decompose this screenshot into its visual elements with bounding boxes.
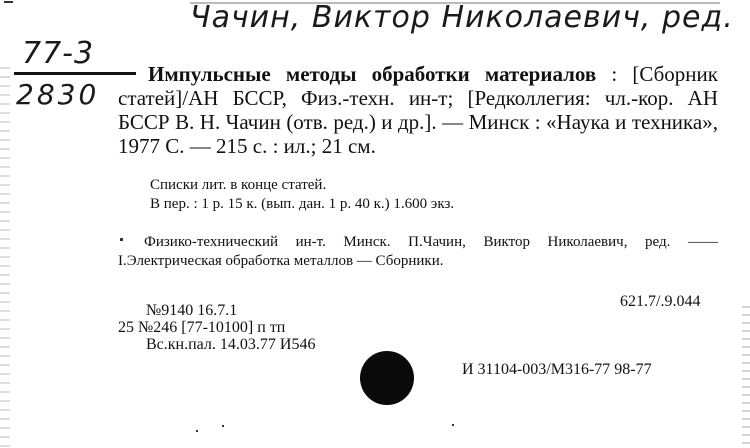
corner-mark	[4, 1, 13, 12]
accession-line-3: Вс.кн.пал. 14.03.77 И546	[146, 336, 316, 353]
ink-speck	[222, 425, 224, 427]
card-punch-hole	[360, 351, 414, 405]
udc-number: 621.7/.9.044	[620, 293, 701, 310]
notes-block	[150, 176, 454, 214]
entry-title: Импульсные методы обработки материалов	[148, 62, 597, 86]
accession-line-2: 25 №246 [77-10100] п тп	[118, 319, 286, 336]
card-edge-left	[0, 60, 10, 448]
entry-description: : [Сборник статей]/АН БССР, Физ.-техн. ин-т; [Редколлегия: чл.-кор. АН БССР В. Н. Чачин (отв. ред.) и др.]. — Минск : «Наука и техника», 1977 С. — 215 с. : ил.; 21 см.	[118, 62, 718, 158]
accession-block	[118, 302, 315, 353]
tracings-block	[118, 233, 718, 271]
bibliographic-entry	[118, 62, 718, 158]
isbn-line: И 31104-003/М316-77 98-77	[462, 361, 652, 378]
handwritten-shelf-number: 2830	[16, 78, 100, 111]
handwritten-heading: Чачин, Виктор Николаевич, ред.	[190, 0, 734, 35]
card-edge-right	[742, 300, 750, 448]
ink-speck	[452, 424, 454, 426]
bibliography-note: Списки лит. в конце статей.	[150, 177, 327, 193]
tracings-text: Физико-технический ин-т. Минск. П.Чачин, Виктор Николаевич, ред. ——I.Электрическая обработка металлов — Сборники.	[118, 234, 718, 269]
ink-speck	[120, 238, 123, 241]
ink-speck	[196, 430, 198, 432]
price-note: В пер. : 1 р. 15 к. (вып. дан. 1 р. 40 к.) 1.600 экз.	[150, 196, 455, 212]
accession-line-1: №9140 16.7.1	[146, 302, 238, 319]
handwritten-class-number: 77-3	[22, 36, 95, 71]
